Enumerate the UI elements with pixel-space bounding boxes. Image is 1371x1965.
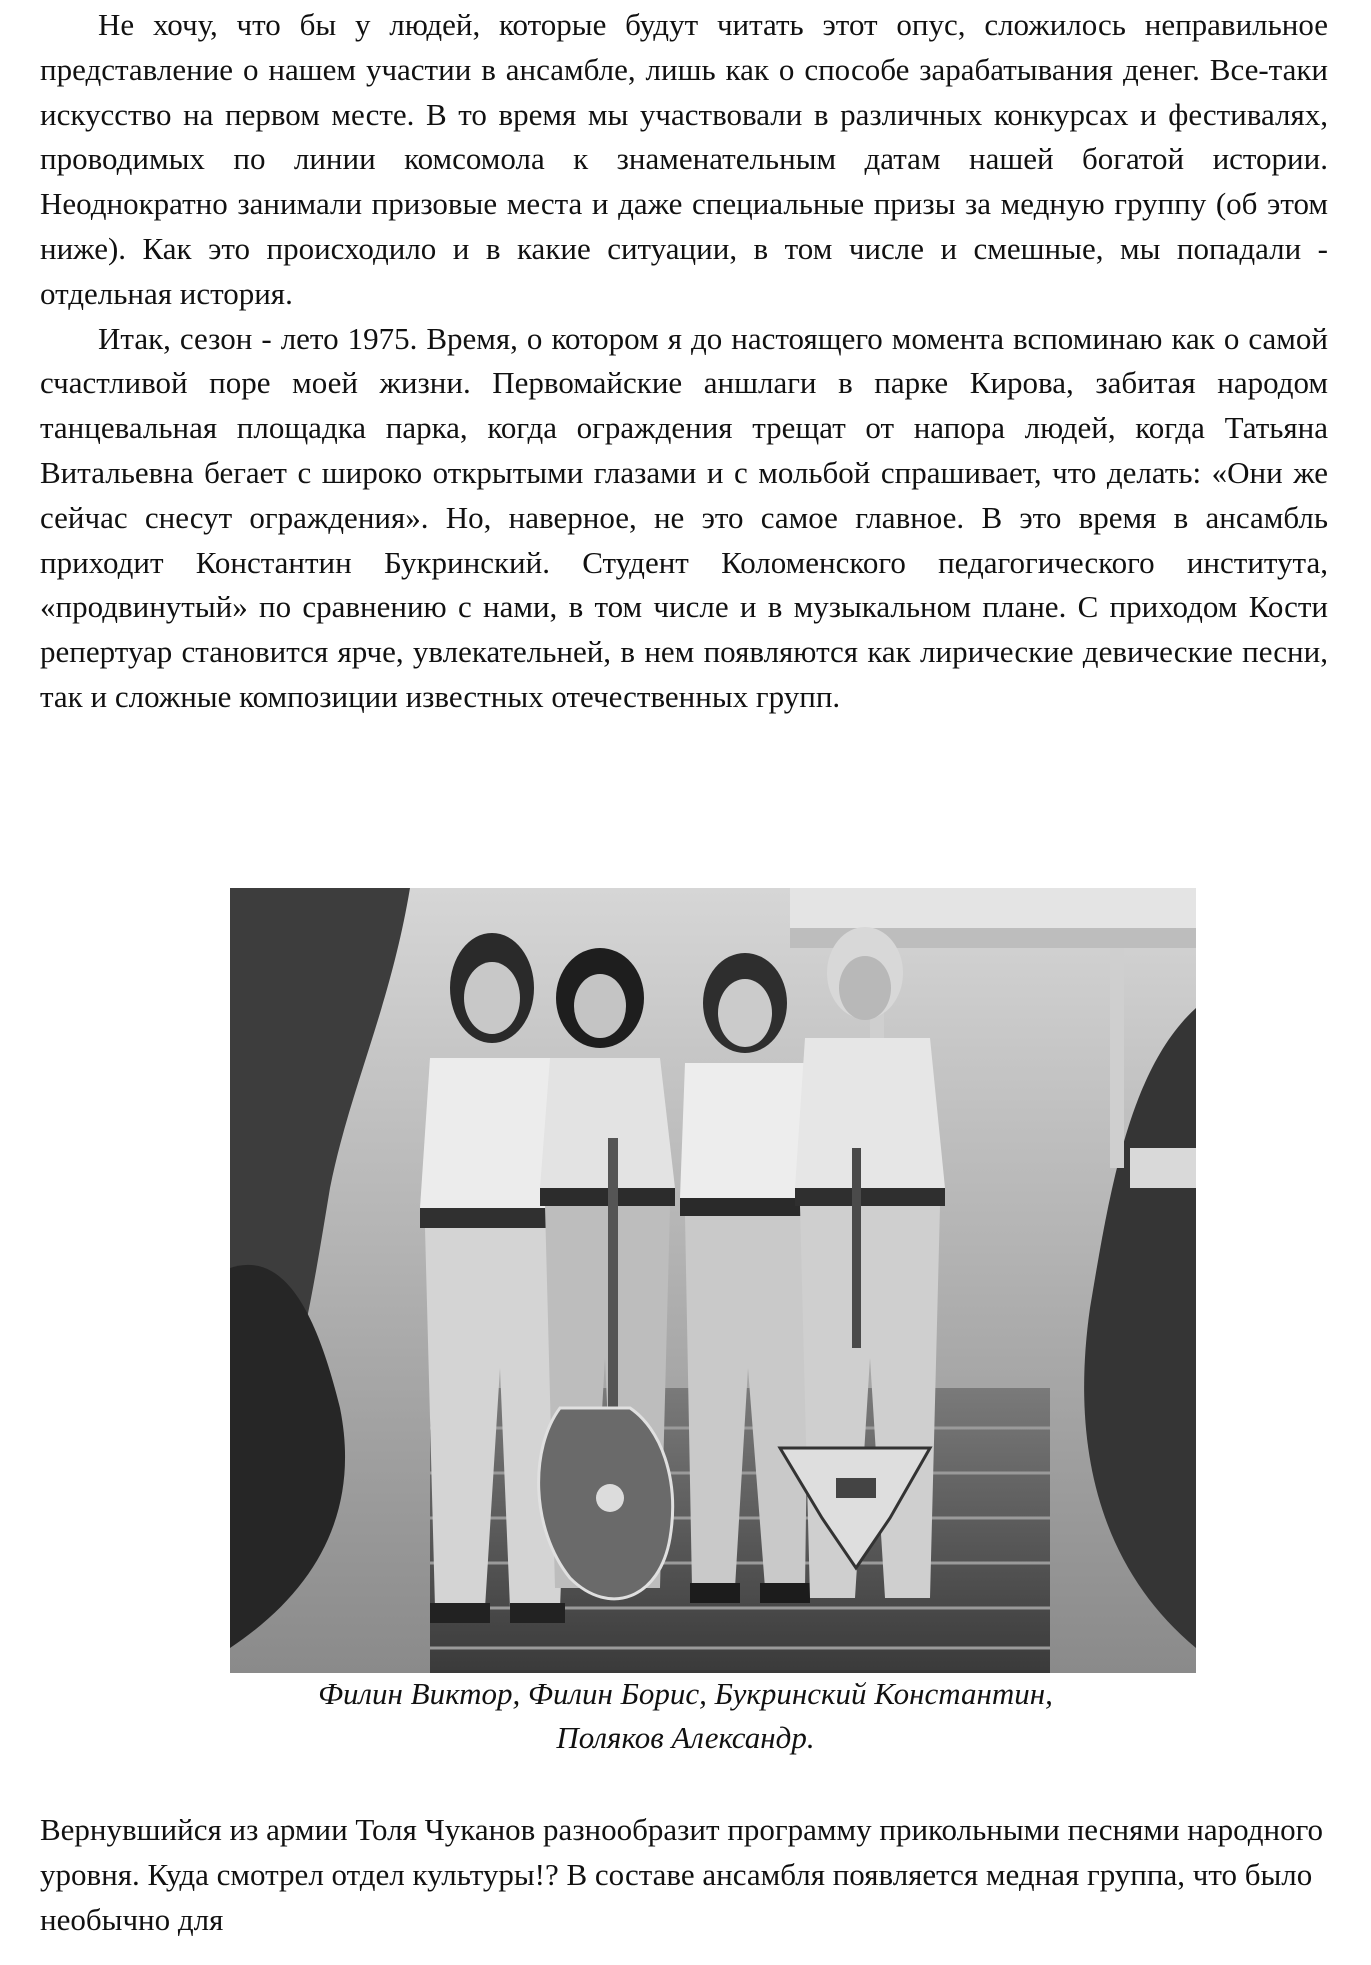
photo-caption xyxy=(0,1672,1371,1760)
paragraph-2: Итак, сезон - лето 1975. Время, о котором я до настоящего момента вспоминаю как о самой счастливой поре моей жизни. Первомайские аншлаги в парке Кирова, забитая народом танцевальная площадка парка, когда ограждения трещат от напора людей, когда Татьяна Витальевна бегает с широко открытыми глазами и с мольбой спрашивает, что делать: «Они же сейчас снесут ограждения». Но, наверное, не это самое главное. В это время в ансамбль приходит Константин Букринский. Студент Коломенского педагогического института, «продвинутый» по сравнению с нами, в том числе и в музыкальном плане. С приходом Кости репертуар становится ярче, увлекательней, в нем появляются как лирические девические песни, так и сложные композиции известных отечественных групп. xyxy=(40,320,1328,714)
text-block xyxy=(40,0,1328,720)
band-photo xyxy=(230,888,1196,1673)
paragraph-1: Не хочу, что бы у людей, которые будут читать этот опус, сложилось неправильное представление о нашем участии в ансамбле, лишь как о способе зарабатывания денег. Все-таки искусство на первом месте. В то время мы участвовали в различных конкурсах и фестивалях, проводимых по линии комсомола к знаменательным датам нашей богатой истории. Неоднократно занимали призовые места и даже специальные призы за медную группу (об этом ниже). Как это происходило и в какие ситуации, в том числе и смешные, мы попадали - отдельная история. xyxy=(40,7,1328,311)
caption-line-2: Поляков Александр. xyxy=(556,1720,815,1755)
bottom-text-block xyxy=(40,1808,1328,1942)
paragraph-3: Вернувшийся из армии Толя Чуканов разнообразит программу прикольными песнями народного уровня. Куда смотрел отдел культуры!? В составе ансамбля появляется медная группа, что было необычно для xyxy=(40,1812,1324,1937)
caption-line-1: Филин Виктор, Филин Борис, Букринский Константин, xyxy=(318,1676,1053,1711)
